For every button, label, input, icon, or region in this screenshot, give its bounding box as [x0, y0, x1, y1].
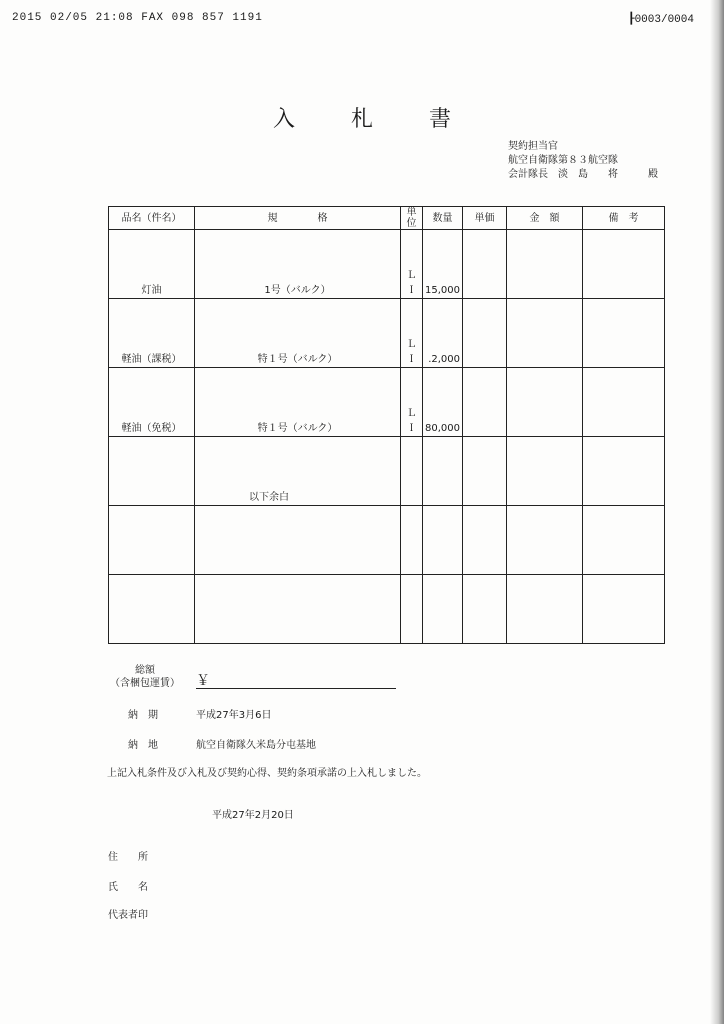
- row-price: [463, 230, 507, 299]
- row-spec: 1号（バルク）: [264, 285, 331, 296]
- row-amount: [507, 575, 583, 644]
- bid-date: 平成27年2月20日: [212, 810, 294, 821]
- header-remarks: 備 考: [583, 207, 665, 230]
- addressee-line-1: 契約担当官: [508, 141, 558, 152]
- row-qty: [423, 641, 462, 643]
- row-price: [463, 368, 507, 437]
- addressee-line-3: 会計隊長 淡 島 将: [508, 169, 618, 180]
- row-amount: [507, 437, 583, 506]
- table-row: [109, 575, 665, 644]
- addressee-block: [508, 140, 658, 182]
- row-remarks: [583, 230, 665, 299]
- row-amount: [507, 368, 583, 437]
- row-remarks: [583, 575, 665, 644]
- row-spec: [195, 641, 400, 643]
- address-label: 住 所: [108, 852, 148, 863]
- delivery-period-value: 平成27年3月6日: [196, 710, 272, 721]
- total-label-1: 総額: [135, 665, 155, 676]
- addressee-honorific: 殿: [648, 169, 658, 180]
- header-amount: 金 額: [507, 207, 583, 230]
- title-char-1: 入: [272, 107, 295, 132]
- fax-page-number: ┠0003/0004: [627, 14, 694, 26]
- header-qty: 数量: [423, 207, 463, 230]
- table-row: [109, 368, 665, 437]
- name-label: 氏 名: [108, 882, 148, 893]
- row-remarks: [583, 437, 665, 506]
- row-name: 軽油（課税）: [121, 354, 182, 365]
- total-label-2: （含梱包運賃）: [110, 678, 180, 689]
- title-char-3: 書: [429, 107, 452, 132]
- delivery-period-label: 納 期: [128, 710, 158, 721]
- table-row: [109, 437, 665, 506]
- row-qty: 15,000: [425, 285, 460, 296]
- row-spec: 以下余白: [249, 492, 289, 503]
- bid-statement: 上記入札条件及び入札及び契約心得、契約条項承諾の上入札しました。: [107, 768, 427, 779]
- row-amount: [507, 230, 583, 299]
- header-price: 単価: [463, 207, 507, 230]
- table-row: [109, 506, 665, 575]
- row-remarks: [583, 506, 665, 575]
- total-label: [110, 664, 180, 690]
- row-price: [463, 299, 507, 368]
- row-name: 灯油: [141, 285, 162, 296]
- row-spec: 特１号（バルク）: [257, 354, 338, 365]
- delivery-place-value: 航空自衛隊久米島分屯基地: [196, 740, 316, 751]
- scan-edge-shadow: [710, 0, 724, 1024]
- table-row: [109, 230, 665, 299]
- items-table: [108, 206, 665, 644]
- row-qty: .2,000: [428, 354, 460, 365]
- table-row: [109, 299, 665, 368]
- row-price: [463, 437, 507, 506]
- row-spec: 特１号（バルク）: [257, 423, 338, 434]
- header-spec: 規 格: [195, 207, 401, 230]
- row-price: [463, 575, 507, 644]
- row-name: 軽油（免税）: [121, 423, 182, 434]
- addressee-line-2: 航空自衛隊第８３航空隊: [508, 155, 618, 166]
- delivery-place-label: 納 地: [128, 740, 158, 751]
- row-unit: Ｌ Ｉ: [406, 408, 417, 434]
- representative-seal-label: 代表者印: [108, 910, 148, 921]
- row-remarks: [583, 299, 665, 368]
- row-qty: 80,000: [425, 423, 460, 434]
- row-amount: [507, 506, 583, 575]
- title-char-2: 札: [350, 107, 373, 132]
- total-amount-field: [196, 670, 396, 689]
- document-title: [0, 102, 724, 133]
- row-unit: Ｌ Ｉ: [406, 270, 417, 296]
- table-header-row: [109, 207, 665, 230]
- header-name: 品名（件名）: [109, 207, 195, 230]
- header-unit: 単位: [401, 207, 423, 230]
- yen-symbol: ￥: [196, 673, 210, 689]
- row-price: [463, 506, 507, 575]
- row-remarks: [583, 368, 665, 437]
- row-amount: [507, 299, 583, 368]
- fax-header: 2015 02/05 21:08 FAX 098 857 1191: [12, 12, 263, 24]
- row-unit: Ｌ Ｉ: [406, 339, 417, 365]
- row-unit: [401, 641, 422, 643]
- row-name: [109, 641, 194, 643]
